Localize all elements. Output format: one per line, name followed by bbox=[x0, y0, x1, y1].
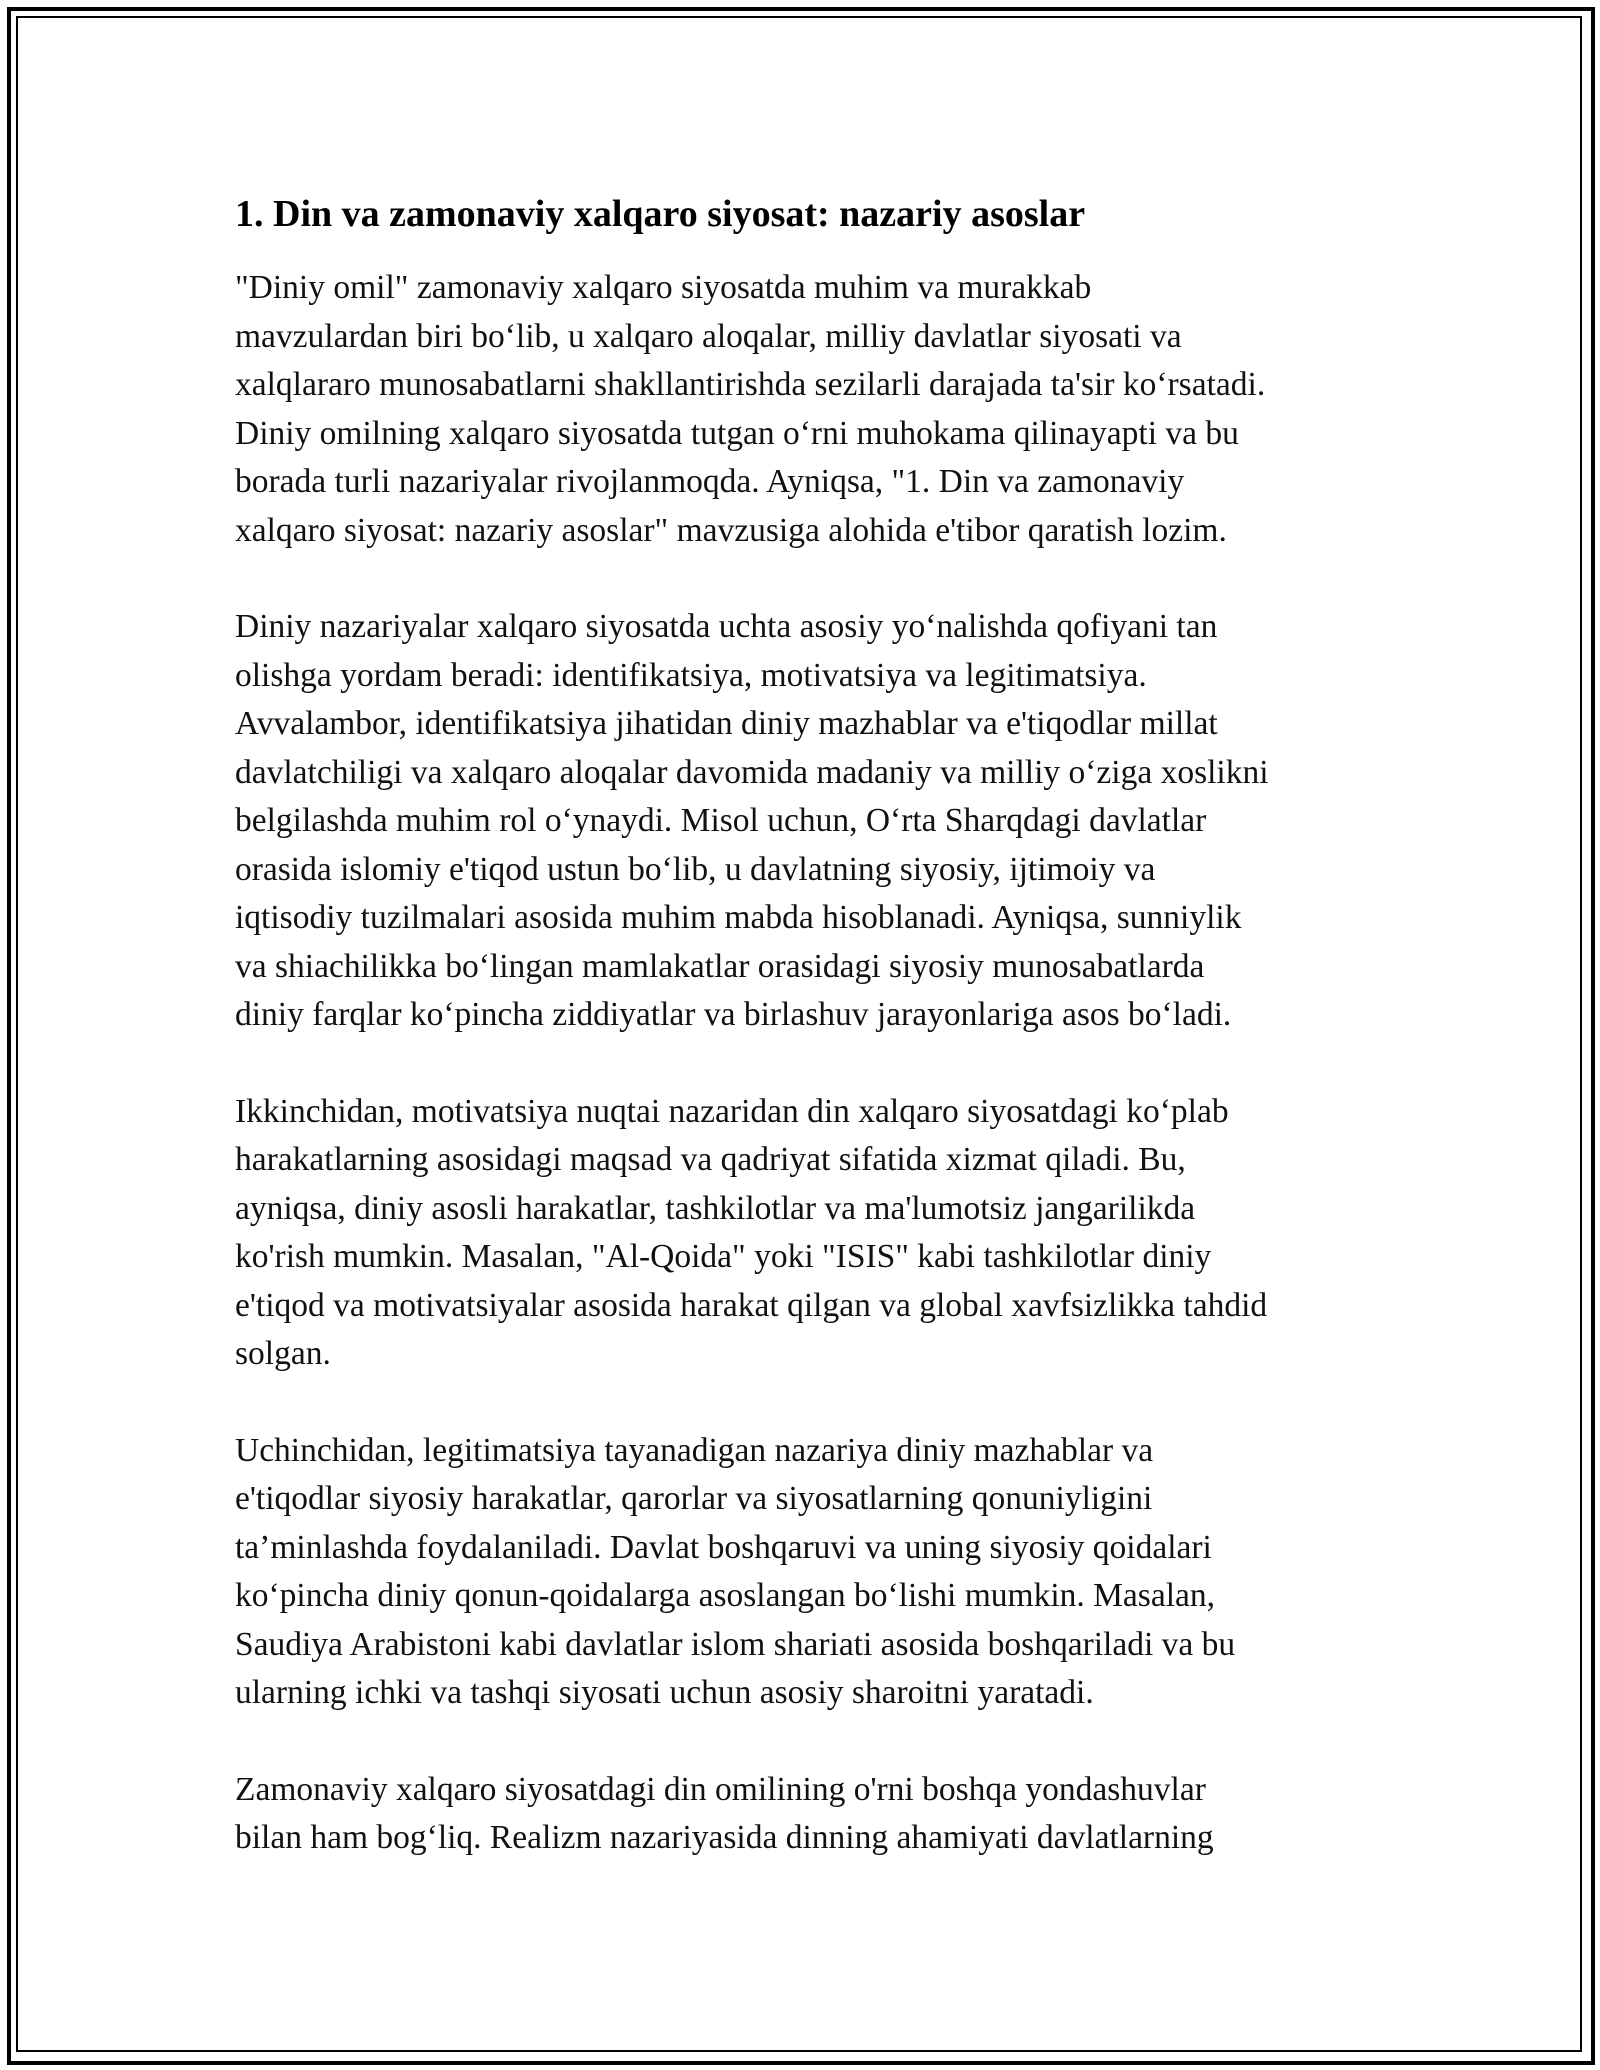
text-line: ayniqsa, diniy asosli harakatlar, tashkilotlar va ma'lumotsiz jangarilikda bbox=[235, 1189, 1196, 1227]
text-line: solgan. bbox=[235, 1335, 331, 1372]
text-line: Saudiya Arabistoni kabi davlatlar islom shariati asosida boshqariladi va bu bbox=[235, 1625, 1236, 1663]
text-line: ko'rish mumkin. Masalan, "Al-Qoida" yoki "ISIS" kabi tashkilotlar diniy bbox=[235, 1238, 1212, 1275]
paragraph-4 bbox=[235, 1427, 1375, 1718]
text-line: iqtisodiy tuzilmalari asosida muhim mabda hisoblanadi. Ayniqsa, sunniylik bbox=[235, 899, 1242, 936]
text-line: xalqlararo munosabatlarni shakllantirishda sezilarli darajada ta'sir ko‘rsatadi. bbox=[235, 366, 1266, 403]
text-line: Diniy nazariyalar xalqaro siyosatda uchta asosiy yo‘nalishda qofiyani tan bbox=[235, 608, 1218, 645]
text-line: ko‘pincha diniy qonun-qoidalarga asoslangan bo‘lishi mumkin. Masalan, bbox=[235, 1577, 1216, 1614]
text-line: "Diniy omil" zamonaviy xalqaro siyosatda muhim va murakkab bbox=[235, 269, 1092, 306]
text-line: Avvalambor, identifikatsiya jihatidan diniy mazhablar va e'tiqodlar millat bbox=[235, 705, 1218, 742]
text-line: mavzulardan biri bo‘lib, u xalqaro aloqalar, milliy davlatlar siyosati va bbox=[235, 317, 1182, 355]
text-line: olishga yordam beradi: identifikatsiya, motivatsiya va legitimatsiya. bbox=[235, 656, 1147, 694]
section-heading: 1. Din va zamonaviy xalqaro siyosat: nazariy asoslar bbox=[235, 193, 1086, 235]
text-line: Uchinchidan, legitimatsiya tayanadigan nazariya diniy mazhablar va bbox=[235, 1431, 1154, 1469]
text-line: e'tiqod va motivatsiyalar asosida harakat qilgan va global xavfsizlikka tahdid bbox=[235, 1286, 1268, 1324]
paragraph-1 bbox=[235, 264, 1375, 555]
text-line: Ikkinchidan, motivatsiya nuqtai nazaridan din xalqaro siyosatdagi ko‘plab bbox=[235, 1092, 1229, 1130]
text-line: orasida islomiy e'tiqod ustun bo‘lib, u davlatning siyosiy, ijtimoiy va bbox=[235, 850, 1156, 888]
paragraph-2 bbox=[235, 603, 1375, 1040]
document-body bbox=[235, 188, 1375, 1911]
text-line: bilan ham bog‘liq. Realizm nazariyasida dinning ahamiyati davlatlarning bbox=[235, 1819, 1214, 1856]
text-line: harakatlarning asosidagi maqsad va qadriyat sifatida xizmat qiladi. Bu, bbox=[235, 1141, 1186, 1178]
text-line: belgilashda muhim rol o‘ynaydi. Misol uchun, O‘rta Sharqdagi davlatlar bbox=[235, 802, 1207, 839]
text-line: borada turli nazariyalar rivojlanmoqda. Ayniqsa, "1. Din va zamonaviy bbox=[235, 463, 1185, 500]
text-line: va shiachilikka bo‘lingan mamlakatlar orasidagi siyosiy munosabatlarda bbox=[235, 947, 1205, 985]
text-line: e'tiqodlar siyosiy harakatlar, qarorlar va siyosatlarning qonuniyligini bbox=[235, 1480, 1153, 1517]
text-line: diniy farqlar ko‘pincha ziddiyatlar va birlashuv jarayonlariga asos bo‘ladi. bbox=[235, 996, 1232, 1033]
text-line: xalqaro siyosat: nazariy asoslar" mavzusiga alohida e'tibor qaratish lozim. bbox=[235, 511, 1227, 549]
paragraph-5 bbox=[235, 1766, 1375, 1863]
text-line: ta’minlashda foydalaniladi. Davlat boshqaruvi va uning siyosiy qoidalari bbox=[235, 1528, 1212, 1566]
text-line: Zamonaviy xalqaro siyosatdagi din omilining o'rni boshqa yondashuvlar bbox=[235, 1770, 1206, 1808]
text-line: davlatchiligi va xalqaro aloqalar davomida madaniy va milliy o‘ziga xoslikni bbox=[235, 753, 1269, 791]
text-line: Diniy omilning xalqaro siyosatda tutgan o‘rni muhokama qilinayapti va bu bbox=[235, 414, 1239, 452]
paragraph-3 bbox=[235, 1088, 1375, 1379]
text-line: ularning ichki va tashqi siyosati uchun asosiy sharoitni yaratadi. bbox=[235, 1674, 1094, 1711]
